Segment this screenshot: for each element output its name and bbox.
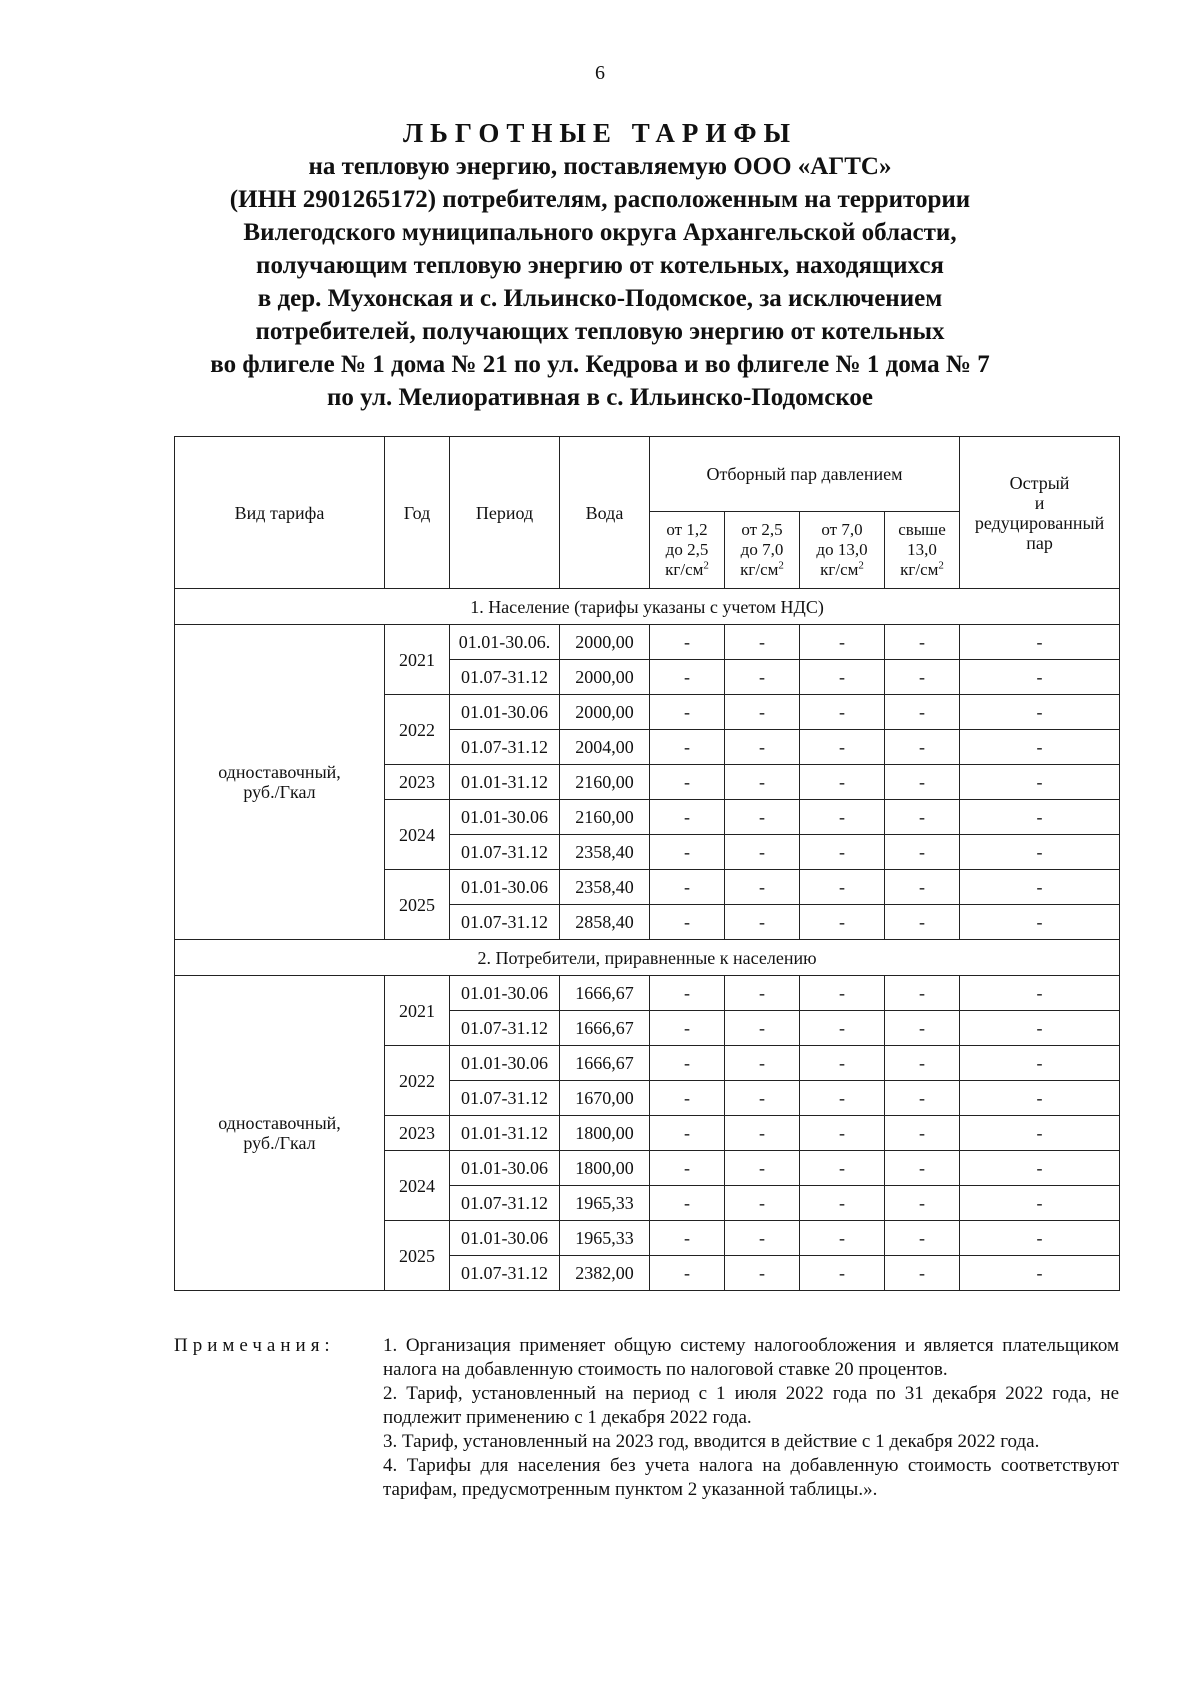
period-cell: 01.07-31.12 — [450, 1011, 560, 1046]
water-tariff-cell: 2160,00 — [560, 800, 650, 835]
year-cell: 2025 — [385, 870, 450, 940]
steam-tariff-cell: - — [885, 976, 960, 1011]
steam-tariff-cell: - — [885, 660, 960, 695]
steam-tariff-cell: - — [960, 695, 1120, 730]
steam-tariff-cell: - — [960, 835, 1120, 870]
steam-range-unit-power: 2 — [938, 559, 944, 572]
steam-tariff-cell: - — [885, 625, 960, 660]
steam-tariff-cell: - — [725, 730, 800, 765]
steam-tariff-cell: - — [960, 765, 1120, 800]
water-tariff-cell: 2000,00 — [560, 695, 650, 730]
title-main: ЛЬГОТНЫЕ ТАРИФЫ — [402, 118, 798, 148]
steam-tariff-cell: - — [800, 800, 885, 835]
steam-tariff-cell: - — [650, 1256, 725, 1291]
steam-tariff-cell: - — [960, 1186, 1120, 1221]
steam-range-unit: кг/см — [820, 560, 859, 579]
year-cell: 2021 — [385, 625, 450, 695]
header-sharp-line: редуцированный — [974, 512, 1105, 533]
steam-tariff-cell: - — [725, 870, 800, 905]
steam-tariff-cell: - — [650, 1116, 725, 1151]
steam-tariff-cell: - — [960, 1046, 1120, 1081]
header-tariff-type: Вид тарифа — [175, 437, 385, 589]
steam-tariff-cell: - — [650, 730, 725, 765]
steam-range-from: от 1,2 — [666, 520, 708, 539]
steam-tariff-cell: - — [650, 835, 725, 870]
steam-tariff-cell: - — [885, 1046, 960, 1081]
steam-tariff-cell: - — [725, 1221, 800, 1256]
header-steam-range — [725, 512, 800, 589]
document-title — [150, 116, 1050, 414]
steam-tariff-cell: - — [885, 1221, 960, 1256]
steam-tariff-cell: - — [960, 1256, 1120, 1291]
steam-tariff-cell: - — [650, 765, 725, 800]
steam-tariff-cell: - — [650, 1151, 725, 1186]
year-cell: 2022 — [385, 1046, 450, 1116]
period-cell: 01.07-31.12 — [450, 905, 560, 940]
steam-tariff-cell: - — [800, 730, 885, 765]
period-cell: 01.01-30.06 — [450, 1151, 560, 1186]
water-tariff-cell: 2000,00 — [560, 625, 650, 660]
steam-tariff-cell: - — [725, 695, 800, 730]
steam-tariff-cell: - — [650, 1186, 725, 1221]
water-tariff-cell: 1666,67 — [560, 1046, 650, 1081]
year-cell: 2021 — [385, 976, 450, 1046]
steam-tariff-cell: - — [800, 695, 885, 730]
header-sharp-line: и — [1034, 492, 1045, 513]
water-tariff-cell: 2004,00 — [560, 730, 650, 765]
page-number: 6 — [595, 62, 605, 84]
section-row — [175, 589, 1120, 625]
steam-tariff-cell: - — [650, 1046, 725, 1081]
steam-range-to: до 7,0 — [740, 540, 784, 559]
water-tariff-cell: 1965,33 — [560, 1221, 650, 1256]
period-cell: 01.07-31.12 — [450, 1081, 560, 1116]
steam-tariff-cell: - — [800, 976, 885, 1011]
steam-tariff-cell: - — [725, 765, 800, 800]
steam-tariff-cell: - — [650, 1011, 725, 1046]
steam-tariff-cell: - — [885, 800, 960, 835]
period-cell: 01.07-31.12 — [450, 730, 560, 765]
period-cell: 01.01-30.06 — [450, 695, 560, 730]
steam-tariff-cell: - — [725, 625, 800, 660]
steam-range-from: от 7,0 — [821, 520, 863, 539]
steam-tariff-cell: - — [650, 1221, 725, 1256]
period-cell: 01.07-31.12 — [450, 1256, 560, 1291]
steam-tariff-cell: - — [885, 1151, 960, 1186]
steam-tariff-cell: - — [960, 660, 1120, 695]
steam-range-to: до 2,5 — [665, 540, 709, 559]
header-year: Год — [385, 437, 450, 589]
steam-tariff-cell: - — [885, 695, 960, 730]
steam-range-unit: кг/см — [900, 560, 939, 579]
steam-range-unit: кг/см — [665, 560, 704, 579]
steam-tariff-cell: - — [960, 730, 1120, 765]
steam-range-unit-power: 2 — [858, 559, 864, 572]
steam-tariff-cell: - — [725, 835, 800, 870]
tariff-type-cell — [175, 976, 385, 1291]
notes-list — [383, 1334, 1119, 1502]
steam-tariff-cell: - — [800, 835, 885, 870]
steam-range-unit-power: 2 — [703, 559, 709, 572]
steam-tariff-cell: - — [960, 870, 1120, 905]
water-tariff-cell: 2858,40 — [560, 905, 650, 940]
header-water: Вода — [560, 437, 650, 589]
steam-tariff-cell: - — [800, 1151, 885, 1186]
steam-tariff-cell: - — [800, 1256, 885, 1291]
header-sharp-steam — [960, 437, 1120, 589]
steam-tariff-cell: - — [960, 625, 1120, 660]
steam-tariff-cell: - — [800, 1081, 885, 1116]
steam-range-to: до 13,0 — [816, 540, 868, 559]
steam-tariff-cell: - — [800, 1221, 885, 1256]
steam-tariff-cell: - — [885, 1256, 960, 1291]
header-sharp-line: пар — [1026, 532, 1053, 553]
steam-range-from: свыше — [898, 520, 946, 539]
header-steam-range — [800, 512, 885, 589]
steam-tariff-cell: - — [725, 1186, 800, 1221]
period-cell: 01.01-30.06 — [450, 1046, 560, 1081]
tariff-type-line: одноставочный, — [218, 1113, 341, 1133]
tariff-type-line: одноставочный, — [218, 762, 341, 782]
tariff-table — [174, 436, 1120, 1291]
title-line: во флигеле № 1 дома № 21 по ул. Кедрова и во флигеле № 1 дома № 7 — [210, 351, 990, 378]
water-tariff-cell: 2358,40 — [560, 870, 650, 905]
period-cell: 01.01-31.12 — [450, 1116, 560, 1151]
year-cell: 2024 — [385, 800, 450, 870]
steam-tariff-cell: - — [650, 976, 725, 1011]
header-steam-range — [650, 512, 725, 589]
steam-tariff-cell: - — [800, 660, 885, 695]
steam-tariff-cell: - — [725, 660, 800, 695]
water-tariff-cell: 2382,00 — [560, 1256, 650, 1291]
steam-tariff-cell: - — [650, 695, 725, 730]
steam-tariff-cell: - — [885, 835, 960, 870]
section-title: 1. Население (тарифы указаны с учетом НДС) — [175, 589, 1120, 625]
steam-tariff-cell: - — [725, 800, 800, 835]
steam-tariff-cell: - — [885, 1011, 960, 1046]
period-cell: 01.01-30.06. — [450, 625, 560, 660]
steam-tariff-cell: - — [960, 1151, 1120, 1186]
steam-tariff-cell: - — [650, 905, 725, 940]
steam-tariff-cell: - — [960, 905, 1120, 940]
tariff-type-cell — [175, 625, 385, 940]
water-tariff-cell: 1666,67 — [560, 976, 650, 1011]
water-tariff-cell: 2358,40 — [560, 835, 650, 870]
note-item: 4. Тарифы для населения без учета налога на добавленную стоимость соответствуют тарифам, предусмотренным пунктом 2 указанной таблицы.». — [383, 1455, 1119, 1500]
steam-tariff-cell: - — [650, 870, 725, 905]
header-period: Период — [450, 437, 560, 589]
steam-tariff-cell: - — [650, 660, 725, 695]
header-sharp-line: Острый — [1009, 472, 1070, 493]
steam-tariff-cell: - — [960, 1081, 1120, 1116]
steam-tariff-cell: - — [885, 730, 960, 765]
period-cell: 01.01-30.06 — [450, 976, 560, 1011]
steam-range-from: от 2,5 — [741, 520, 783, 539]
steam-tariff-cell: - — [800, 905, 885, 940]
period-cell: 01.01-30.06 — [450, 800, 560, 835]
steam-tariff-cell: - — [960, 800, 1120, 835]
steam-tariff-cell: - — [725, 976, 800, 1011]
steam-tariff-cell: - — [800, 1186, 885, 1221]
section-title: 2. Потребители, приравненные к населению — [175, 940, 1120, 976]
title-line: на тепловую энергию, поставляемую ООО «АГТС» — [308, 153, 892, 180]
tariff-type-line: руб./Гкал — [243, 782, 316, 802]
steam-tariff-cell: - — [650, 800, 725, 835]
year-cell: 2023 — [385, 765, 450, 800]
steam-tariff-cell: - — [960, 1221, 1120, 1256]
steam-tariff-cell: - — [960, 1116, 1120, 1151]
water-tariff-cell: 2000,00 — [560, 660, 650, 695]
notes-label: Примечания: — [174, 1335, 335, 1356]
note-item: 2. Тариф, установленный на период с 1 июля 2022 года по 31 декабря 2022 года, не подлежит применению с 1 декабря 2022 года. — [383, 1383, 1119, 1428]
water-tariff-cell: 1965,33 — [560, 1186, 650, 1221]
note-item: 3. Тариф, установленный на 2023 год, вводится в действие с 1 декабря 2022 года. — [383, 1431, 1040, 1452]
title-line: в дер. Мухонская и с. Ильинско-Подомское, за исключением — [257, 285, 943, 312]
header-steam-range — [885, 512, 960, 589]
steam-tariff-cell: - — [800, 1011, 885, 1046]
table-row — [175, 625, 1120, 660]
tariff-type-line: руб./Гкал — [243, 1133, 316, 1153]
steam-tariff-cell: - — [800, 1046, 885, 1081]
title-line: Вилегодского муниципального округа Архангельской области, — [243, 219, 957, 246]
steam-tariff-cell: - — [800, 625, 885, 660]
steam-tariff-cell: - — [725, 1081, 800, 1116]
steam-tariff-cell: - — [960, 1011, 1120, 1046]
period-cell: 01.07-31.12 — [450, 1186, 560, 1221]
title-line: получающим тепловую энергию от котельных, находящихся — [256, 252, 944, 279]
steam-tariff-cell: - — [800, 1116, 885, 1151]
steam-tariff-cell: - — [960, 976, 1120, 1011]
period-cell: 01.07-31.12 — [450, 835, 560, 870]
period-cell: 01.01-30.06 — [450, 1221, 560, 1256]
title-line: (ИНН 2901265172) потребителям, расположенным на территории — [229, 186, 971, 213]
year-cell: 2022 — [385, 695, 450, 765]
steam-tariff-cell: - — [885, 1081, 960, 1116]
steam-tariff-cell: - — [725, 1256, 800, 1291]
steam-tariff-cell: - — [650, 1081, 725, 1116]
steam-tariff-cell: - — [725, 1046, 800, 1081]
steam-tariff-cell: - — [650, 625, 725, 660]
steam-tariff-cell: - — [800, 870, 885, 905]
section-row — [175, 940, 1120, 976]
year-cell: 2025 — [385, 1221, 450, 1291]
steam-tariff-cell: - — [725, 1116, 800, 1151]
steam-tariff-cell: - — [725, 905, 800, 940]
steam-tariff-cell: - — [725, 1011, 800, 1046]
water-tariff-cell: 2160,00 — [560, 765, 650, 800]
steam-tariff-cell: - — [885, 1186, 960, 1221]
note-item: 1. Организация применяет общую систему налогообложения и является плательщиком налога на добавленную стоимость по налоговой ставке 20 процентов. — [383, 1335, 1119, 1380]
steam-tariff-cell: - — [885, 765, 960, 800]
water-tariff-cell: 1800,00 — [560, 1116, 650, 1151]
steam-tariff-cell: - — [885, 870, 960, 905]
period-cell: 01.01-30.06 — [450, 870, 560, 905]
steam-tariff-cell: - — [725, 1151, 800, 1186]
table-row — [175, 976, 1120, 1011]
year-cell: 2023 — [385, 1116, 450, 1151]
period-cell: 01.07-31.12 — [450, 660, 560, 695]
water-tariff-cell: 1666,67 — [560, 1011, 650, 1046]
title-line: по ул. Мелиоративная в с. Ильинско-Подомское — [326, 384, 873, 411]
steam-range-unit-power: 2 — [778, 559, 784, 572]
steam-range-unit: кг/см — [740, 560, 779, 579]
water-tariff-cell: 1670,00 — [560, 1081, 650, 1116]
steam-tariff-cell: - — [800, 765, 885, 800]
steam-tariff-cell: - — [885, 1116, 960, 1151]
water-tariff-cell: 1800,00 — [560, 1151, 650, 1186]
header-steam-group: Отборный пар давлением — [650, 437, 960, 512]
period-cell: 01.01-31.12 — [450, 765, 560, 800]
steam-range-to: 13,0 — [907, 540, 937, 559]
steam-tariff-cell: - — [885, 905, 960, 940]
year-cell: 2024 — [385, 1151, 450, 1221]
title-line: потребителей, получающих тепловую энергию от котельных — [255, 318, 945, 345]
